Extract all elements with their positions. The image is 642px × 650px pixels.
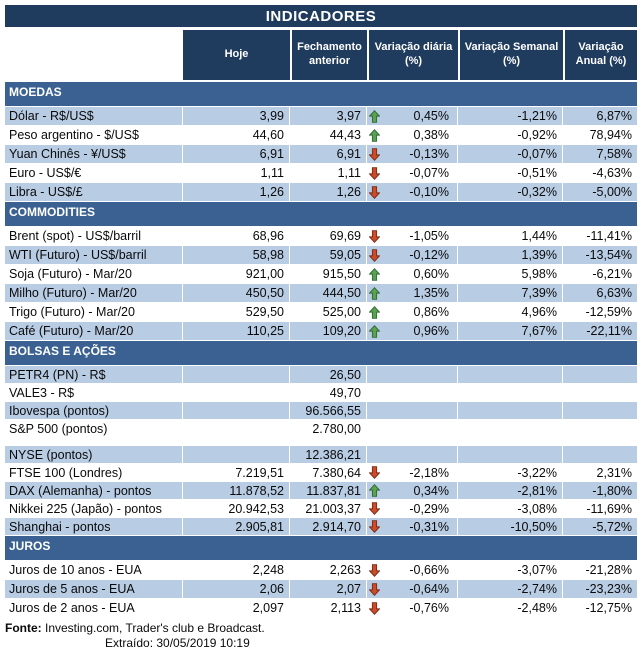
cell-label: FTSE 100 (Londres) <box>5 464 183 481</box>
cell-variacao-semanal: 4,96% <box>458 303 563 321</box>
cell-variacao-semanal: -2,81% <box>458 482 563 499</box>
cell-variacao-diaria <box>367 284 458 302</box>
down-arrow-icon <box>369 466 380 479</box>
cell-variacao-diaria <box>367 164 458 182</box>
cell-hoje: 110,25 <box>183 322 290 340</box>
cell-fechamento: 109,20 <box>290 322 367 340</box>
cell-hoje: 7.219,51 <box>183 464 290 481</box>
table-body <box>5 82 637 618</box>
trend-arrow-slot <box>369 287 380 300</box>
section-header <box>5 82 637 107</box>
table-row <box>5 420 637 438</box>
cell-fechamento: 21.003,37 <box>290 500 367 517</box>
table-row <box>5 580 637 599</box>
cell-label: Soja (Futuro) - Mar/20 <box>5 265 183 283</box>
cell-variacao-semanal: 1,39% <box>458 246 563 264</box>
trend-arrow-slot <box>369 129 380 142</box>
trend-arrow-slot <box>369 110 380 123</box>
cell-hoje: 3,99 <box>183 107 290 125</box>
trend-arrow-slot <box>369 583 380 596</box>
footer-extraido: Extraído: 30/05/2019 10:19 <box>105 636 250 650</box>
cell-variacao-semanal: 7,67% <box>458 322 563 340</box>
trend-arrow-slot <box>369 249 380 262</box>
variacao-diaria-value: -0,64% <box>409 582 449 596</box>
table-row <box>5 126 637 145</box>
trend-arrow-slot <box>369 602 380 615</box>
cell-variacao-anual <box>563 384 637 401</box>
cell-variacao-anual: -12,59% <box>585 305 632 319</box>
down-arrow-icon <box>369 186 380 199</box>
column-header-label-spacer <box>5 30 183 80</box>
cell-variacao-anual <box>563 420 637 437</box>
trend-arrow-slot <box>369 306 380 319</box>
variacao-diaria-value: 0,96% <box>413 324 449 338</box>
trend-arrow-slot <box>369 186 380 199</box>
section-title: MOEDAS <box>9 85 62 99</box>
cell-label: S&P 500 (pontos) <box>5 420 183 437</box>
cell-hoje <box>183 420 290 437</box>
table-row <box>5 561 637 580</box>
cell-variacao-diaria <box>367 145 458 163</box>
cell-fechamento: 1,26 <box>290 183 367 201</box>
table-row <box>5 322 637 341</box>
down-arrow-icon <box>369 602 380 615</box>
down-arrow-icon <box>369 502 380 515</box>
cell-variacao-anual: 6,87% <box>596 109 632 123</box>
cell-variacao-semanal: -10,50% <box>458 518 563 535</box>
cell-label: Milho (Futuro) - Mar/20 <box>5 284 183 302</box>
cell-fechamento: 59,05 <box>290 246 367 264</box>
cell-label: Yuan Chinês - ¥/US$ <box>5 145 183 163</box>
cell-label: Libra - US$/£ <box>5 183 183 201</box>
cell-label: Brent (spot) - US$/barril <box>5 227 183 245</box>
cell-variacao-diaria <box>367 561 458 579</box>
cell-label: Peso argentino - $/US$ <box>5 126 183 144</box>
cell-variacao-anual: -12,75% <box>585 601 632 615</box>
section-title: JUROS <box>9 539 51 553</box>
section-rows <box>5 561 637 618</box>
cell-fechamento: 915,50 <box>290 265 367 283</box>
report-title-bar <box>5 5 637 27</box>
variacao-diaria-value: 0,45% <box>413 109 449 123</box>
table-row <box>5 599 637 618</box>
cell-hoje: 921,00 <box>183 265 290 283</box>
table-row <box>5 518 637 536</box>
cell-variacao-semanal <box>458 446 563 463</box>
cell-variacao-anual: 7,58% <box>596 147 632 161</box>
down-arrow-icon <box>369 249 380 262</box>
cell-hoje: 2.905,81 <box>183 518 290 535</box>
table-row <box>5 482 637 500</box>
table-row <box>5 145 637 164</box>
cell-variacao-diaria <box>367 126 458 144</box>
cell-hoje: 450,50 <box>183 284 290 302</box>
cell-variacao-anual: -22,11% <box>586 324 632 338</box>
cell-fechamento: 11.837,81 <box>290 482 367 499</box>
table-row <box>5 183 637 202</box>
cell-fechamento: 49,70 <box>290 384 367 401</box>
cell-label: Trigo (Futuro) - Mar/20 <box>5 303 183 321</box>
table-row <box>5 500 637 518</box>
variacao-diaria-value: 0,38% <box>413 128 449 142</box>
cell-label: Nikkei 225 (Japão) - pontos <box>5 500 183 517</box>
trend-arrow-slot <box>369 502 380 515</box>
cell-label: WTI (Futuro) - US$/barril <box>5 246 183 264</box>
down-arrow-icon <box>369 230 380 243</box>
column-header-hoje: Hoje <box>183 30 290 80</box>
table-row <box>5 265 637 284</box>
variacao-diaria-value: -0,31% <box>409 519 449 534</box>
column-header-variacao-diaria: Variação diária (%) <box>367 30 458 80</box>
table-row <box>5 446 637 464</box>
up-arrow-icon <box>369 325 380 338</box>
cell-variacao-anual: -23,23% <box>585 582 632 596</box>
cell-variacao-anual: -4,63% <box>592 166 632 180</box>
cell-variacao-diaria <box>367 402 458 419</box>
trend-arrow-slot <box>369 520 380 533</box>
cell-variacao-anual: -21,28% <box>585 563 632 577</box>
table-row <box>5 227 637 246</box>
up-arrow-icon <box>369 129 380 142</box>
variacao-diaria-value: -0,76% <box>409 601 449 615</box>
cell-hoje: 20.942,53 <box>183 500 290 517</box>
cell-hoje <box>183 366 290 383</box>
cell-hoje: 68,96 <box>183 227 290 245</box>
cell-variacao-diaria <box>367 464 458 481</box>
trend-arrow-slot <box>369 268 380 281</box>
cell-variacao-anual <box>563 366 637 383</box>
cell-variacao-anual: -13,54% <box>585 248 632 262</box>
cell-variacao-diaria <box>367 518 458 535</box>
page-title: INDICADORES <box>265 7 377 25</box>
table-row <box>5 303 637 322</box>
cell-hoje: 11.878,52 <box>183 482 290 499</box>
cell-variacao-semanal: -1,21% <box>458 107 563 125</box>
variacao-diaria-value: -0,12% <box>409 248 449 262</box>
down-arrow-icon <box>369 520 380 533</box>
variacao-diaria-value: -0,10% <box>409 185 449 199</box>
cell-variacao-semanal: 5,98% <box>458 265 563 283</box>
cell-label: Café (Futuro) - Mar/20 <box>5 322 183 340</box>
column-header-variacao-anual: Variação Anual (%) <box>563 30 637 80</box>
column-header-fechamento: Fechamento anterior <box>290 30 367 80</box>
cell-variacao-semanal <box>458 366 563 383</box>
footer-fonte-label: Fonte: <box>5 621 42 635</box>
cell-label: Juros de 2 anos - EUA <box>5 599 183 617</box>
cell-fechamento: 1,11 <box>290 164 367 182</box>
cell-variacao-anual: 78,94% <box>589 128 632 142</box>
cell-fechamento: 6,91 <box>290 145 367 163</box>
cell-variacao-anual: 2,31% <box>596 465 632 480</box>
cell-label: Dólar - R$/US$ <box>5 107 183 125</box>
cell-hoje: 44,60 <box>183 126 290 144</box>
cell-label: NYSE (pontos) <box>5 446 183 463</box>
cell-hoje: 58,98 <box>183 246 290 264</box>
table-row <box>5 107 637 126</box>
table-row <box>5 402 637 420</box>
cell-variacao-diaria <box>367 366 458 383</box>
cell-variacao-diaria <box>367 580 458 598</box>
cell-hoje: 6,91 <box>183 145 290 163</box>
section-title: COMMODITIES <box>9 205 95 219</box>
cell-hoje: 2,248 <box>183 561 290 579</box>
cell-variacao-diaria <box>367 183 458 201</box>
section-header <box>5 202 637 227</box>
cell-variacao-diaria <box>367 500 458 517</box>
variacao-diaria-value: 0,86% <box>413 305 449 319</box>
cell-variacao-semanal: -2,48% <box>458 599 563 617</box>
trend-arrow-slot <box>369 484 380 497</box>
cell-variacao-semanal: -3,22% <box>458 464 563 481</box>
variacao-diaria-value: -0,07% <box>409 166 449 180</box>
cell-variacao-diaria <box>367 107 458 125</box>
cell-variacao-anual <box>563 402 637 419</box>
cell-variacao-diaria <box>367 303 458 321</box>
cell-fechamento: 26,50 <box>290 366 367 383</box>
up-arrow-icon <box>369 306 380 319</box>
cell-variacao-anual: -5,00% <box>592 185 632 199</box>
cell-variacao-semanal: 7,39% <box>458 284 563 302</box>
cell-variacao-diaria <box>367 420 458 437</box>
trend-arrow-slot <box>369 564 380 577</box>
cell-variacao-anual: 6,63% <box>596 286 632 300</box>
column-header-row <box>5 30 637 80</box>
section-header <box>5 536 637 561</box>
up-arrow-icon <box>369 287 380 300</box>
cell-hoje: 2,06 <box>183 580 290 598</box>
cell-label: VALE3 - R$ <box>5 384 183 401</box>
cell-variacao-diaria <box>367 482 458 499</box>
cell-hoje: 1,11 <box>183 164 290 182</box>
cell-fechamento: 2.780,00 <box>290 420 367 437</box>
variacao-diaria-value: 0,34% <box>413 483 449 498</box>
variacao-diaria-value: -2,18% <box>409 465 449 480</box>
cell-variacao-diaria <box>367 599 458 617</box>
section-rows <box>5 227 637 341</box>
table-row <box>5 246 637 265</box>
trend-arrow-slot <box>369 230 380 243</box>
cell-variacao-semanal: -0,07% <box>458 145 563 163</box>
cell-fechamento: 3,97 <box>290 107 367 125</box>
cell-hoje: 2,097 <box>183 599 290 617</box>
variacao-diaria-value: -1,05% <box>409 229 449 243</box>
cell-variacao-diaria <box>367 446 458 463</box>
cell-hoje: 1,26 <box>183 183 290 201</box>
table-row <box>5 164 637 183</box>
cell-hoje <box>183 384 290 401</box>
cell-variacao-semanal: -0,32% <box>458 183 563 201</box>
table-row <box>5 284 637 303</box>
cell-fechamento: 2.914,70 <box>290 518 367 535</box>
up-arrow-icon <box>369 484 380 497</box>
cell-variacao-semanal: -0,92% <box>458 126 563 144</box>
cell-label: Juros de 10 anos - EUA <box>5 561 183 579</box>
cell-label: Ibovespa (pontos) <box>5 402 183 419</box>
cell-variacao-diaria <box>367 227 458 245</box>
trend-arrow-slot <box>369 148 380 161</box>
cell-variacao-semanal <box>458 402 563 419</box>
cell-variacao-diaria <box>367 384 458 401</box>
down-arrow-icon <box>369 564 380 577</box>
cell-variacao-diaria <box>367 265 458 283</box>
cell-variacao-semanal: -0,51% <box>458 164 563 182</box>
cell-fechamento: 7.380,64 <box>290 464 367 481</box>
cell-label: DAX (Alemanha) - pontos <box>5 482 183 499</box>
cell-variacao-anual: -11,41% <box>586 229 632 243</box>
down-arrow-icon <box>369 583 380 596</box>
cell-hoje <box>183 402 290 419</box>
spacer-row <box>5 438 637 446</box>
cell-label: Juros de 5 anos - EUA <box>5 580 183 598</box>
trend-arrow-slot <box>369 167 380 180</box>
trend-arrow-slot <box>369 325 380 338</box>
cell-variacao-semanal <box>458 420 563 437</box>
cell-fechamento: 69,69 <box>290 227 367 245</box>
cell-hoje: 529,50 <box>183 303 290 321</box>
cell-variacao-diaria <box>367 246 458 264</box>
cell-fechamento: 525,00 <box>290 303 367 321</box>
cell-variacao-semanal <box>458 384 563 401</box>
cell-variacao-anual: -6,21% <box>592 267 632 281</box>
variacao-diaria-value: -0,29% <box>409 501 449 516</box>
cell-label: PETR4 (PN) - R$ <box>5 366 183 383</box>
up-arrow-icon <box>369 268 380 281</box>
variacao-diaria-value: 1,35% <box>413 286 449 300</box>
down-arrow-icon <box>369 148 380 161</box>
footer <box>5 621 637 650</box>
cell-variacao-anual: -5,72% <box>592 519 632 534</box>
section-header <box>5 341 637 366</box>
cell-variacao-semanal: -3,07% <box>458 561 563 579</box>
table-row <box>5 366 637 384</box>
down-arrow-icon <box>369 167 380 180</box>
table-row <box>5 384 637 402</box>
cell-variacao-anual: -11,69% <box>586 501 632 516</box>
footer-source-line <box>5 621 637 635</box>
variacao-diaria-value: -0,66% <box>409 563 449 577</box>
cell-fechamento: 2,07 <box>290 580 367 598</box>
cell-variacao-anual: -1,80% <box>592 483 632 498</box>
cell-variacao-diaria <box>367 322 458 340</box>
section-rows <box>5 366 637 536</box>
cell-hoje <box>183 446 290 463</box>
variacao-diaria-value: -0,13% <box>409 147 449 161</box>
cell-variacao-semanal: 1,44% <box>458 227 563 245</box>
cell-fechamento: 12.386,21 <box>290 446 367 463</box>
cell-fechamento: 2,263 <box>290 561 367 579</box>
cell-label: Shanghai - pontos <box>5 518 183 535</box>
cell-fechamento: 444,50 <box>290 284 367 302</box>
column-header-variacao-semanal: Variação Semanal (%) <box>458 30 563 80</box>
variacao-diaria-value: 0,60% <box>413 267 449 281</box>
cell-variacao-anual <box>563 446 637 463</box>
section-rows <box>5 107 637 202</box>
cell-fechamento: 2,113 <box>290 599 367 617</box>
cell-label: Euro - US$/€ <box>5 164 183 182</box>
cell-variacao-semanal: -3,08% <box>458 500 563 517</box>
cell-variacao-semanal: -2,74% <box>458 580 563 598</box>
cell-fechamento: 44,43 <box>290 126 367 144</box>
trend-arrow-slot <box>369 466 380 479</box>
footer-fonte-text: Investing.com, Trader's club e Broadcast. <box>41 621 265 635</box>
table-row <box>5 464 637 482</box>
section-title: BOLSAS E AÇÕES <box>9 344 116 358</box>
up-arrow-icon <box>369 110 380 123</box>
cell-fechamento: 96.566,55 <box>290 402 367 419</box>
